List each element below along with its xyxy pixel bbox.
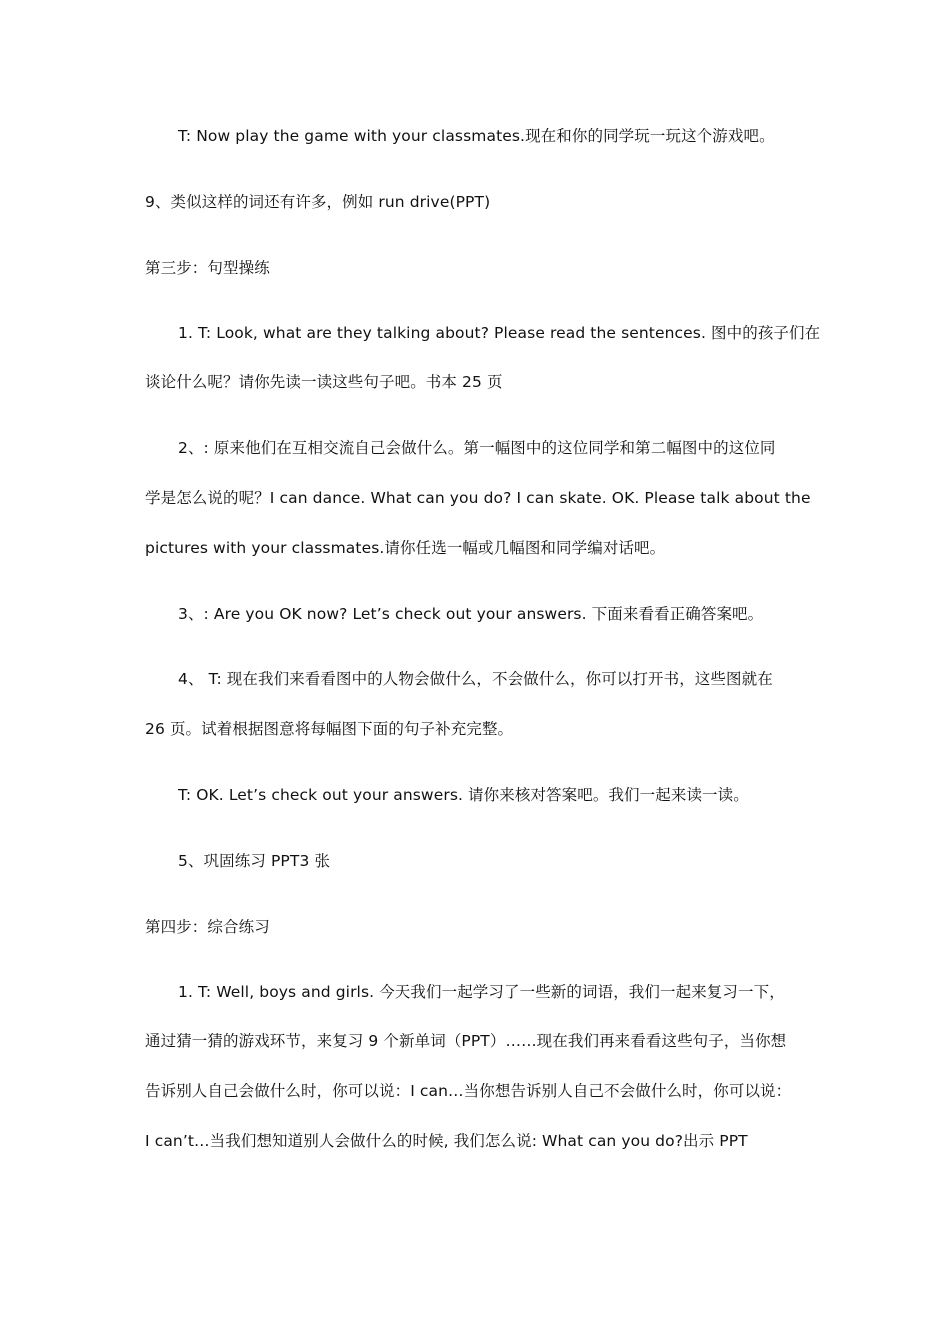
paragraph-item-1-line-1: 1. T: Look, what are they talking about? Please read the sentences. 图中的孩子们在	[178, 324, 821, 342]
paragraph-review-line-3: 告诉别人自己会做什么时，你可以说：I can…当你想告诉别人自己不会做什么时，你可以说：	[145, 1082, 792, 1100]
paragraph-item-4-line-2: 26 页。试着根据图意将每幅图下面的句子补充完整。	[145, 720, 514, 738]
paragraph-item-2-line-3: pictures with your classmates.请你任选一幅或几幅图和同学编对话吧。	[145, 539, 666, 557]
heading-step-four: 第四步：综合练习	[145, 918, 270, 936]
paragraph-item-2-line-1: 2、: 原来他们在互相交流自己会做什么。第一幅图中的这位同学和第二幅图中的这位同	[178, 439, 776, 457]
heading-step-three: 第三步：句型操练	[145, 259, 270, 277]
paragraph-check-answers: T: OK. Let’s check out your answers. 请你来核对答案吧。我们一起来读一读。	[178, 786, 749, 804]
paragraph-item-2-line-2: 学是怎么说的呢？I can dance. What can you do? I can skate. OK. Please talk about the	[145, 489, 811, 507]
paragraph-review-line-4: I can’t…当我们想知道别人会做什么的时候, 我们怎么说: What can you do?出示 PPT	[145, 1132, 748, 1150]
paragraph-similar-words: 9、类似这样的词还有许多，例如 run drive(PPT)	[145, 193, 491, 211]
paragraph-item-4-line-1: 4、 T: 现在我们来看看图中的人物会做什么，不会做什么，你可以打开书，这些图就在	[178, 670, 773, 688]
paragraph-review-line-1: 1. T: Well, boys and girls. 今天我们一起学习了一些新的词语，我们一起来复习一下，	[178, 983, 785, 1001]
paragraph-item-3: 3、: Are you OK now? Let’s check out your answers. 下面来看看正确答案吧。	[178, 605, 764, 623]
paragraph-item-5: 5、巩固练习 PPT3 张	[178, 852, 331, 870]
paragraph-play-game: T: Now play the game with your classmates.现在和你的同学玩一玩这个游戏吧。	[178, 127, 775, 145]
paragraph-item-1-line-2: 谈论什么呢？请你先读一读这些句子吧。书本 25 页	[145, 373, 503, 391]
paragraph-review-line-2: 通过猜一猜的游戏环节，来复习 9 个新单词（PPT）……现在我们再来看看这些句子，当你想	[145, 1032, 787, 1050]
